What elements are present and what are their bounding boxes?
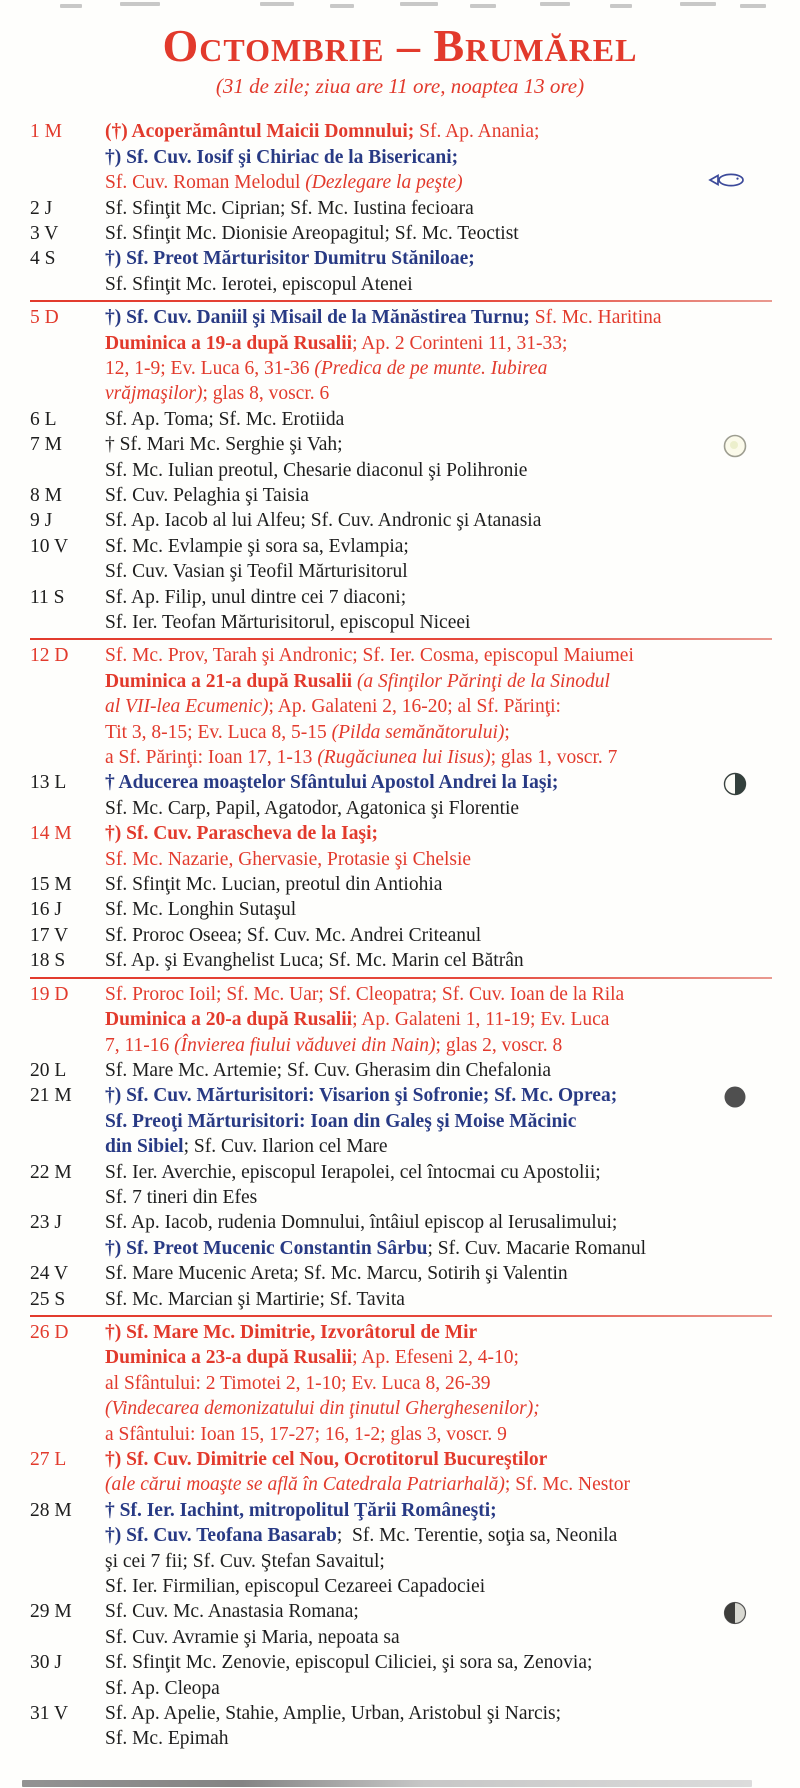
day-label: 19 D [30, 983, 69, 1005]
feast-line [105, 1676, 772, 1701]
feast-line [105, 1625, 772, 1650]
feast-line [105, 897, 772, 922]
calendar-day-row [0, 119, 800, 195]
day-label: 9 J [30, 510, 53, 532]
feast-line [105, 272, 772, 297]
feast-text: Sf. Sfinţit Mc. Ierotei, episcopul Atenei [105, 273, 413, 295]
feast-line [105, 770, 772, 795]
feast-line [105, 643, 772, 668]
day-label: 11 S [30, 586, 65, 608]
feast-line [105, 796, 772, 821]
feast-line [105, 1371, 772, 1396]
day-label: 26 D [30, 1321, 69, 1343]
feast-text: (a Sfinţilor Părinţi de la Sinodul [356, 670, 610, 692]
day-label: 6 L [30, 408, 57, 430]
feast-line [105, 1007, 772, 1032]
last-quarter-moon-icon [722, 771, 748, 797]
page-subtitle: (31 de zile; ziua are 11 ore, noaptea 13 ore) [215, 74, 585, 99]
feast-text: †) Sf. Preot Mucenic Constantin Sârbu [105, 1237, 428, 1259]
feast-text: Sf. Mc. Carp, Papil, Agatodor, Agatonica şi Florentie [105, 797, 520, 819]
feast-text: (ale cărui moaşte se află în Catedrala Patriarhală) [105, 1474, 505, 1496]
sunday-separator [30, 300, 772, 302]
calendar-day-row [0, 1160, 800, 1211]
day-label: 4 S [30, 248, 56, 270]
feast-line [105, 948, 772, 973]
feast-text: Sf. Mc. Epimah [105, 1728, 229, 1750]
day-label: 31 V [30, 1703, 69, 1725]
feast-line [105, 305, 772, 330]
feast-line [105, 246, 772, 271]
feast-line [105, 1058, 772, 1083]
feast-line [105, 745, 772, 770]
feast-line [105, 1109, 772, 1134]
feast-text: Sf. Ap. Toma; Sf. Mc. Erotiida [105, 408, 345, 430]
feast-text: (Dezlegare la peşte) [305, 172, 463, 194]
feast-text: din Sibiel [105, 1136, 184, 1158]
calendar-day-row [0, 432, 800, 483]
day-label: 28 M [30, 1499, 72, 1521]
feast-line [105, 1160, 772, 1185]
sunday-separator [30, 1315, 772, 1317]
feast-text: ; Sf. Mc. Nestor [504, 1474, 631, 1496]
feast-line [105, 1574, 772, 1599]
full-moon-icon [722, 433, 748, 459]
fish-icon [706, 171, 748, 189]
feast-text: vrăjmaşilor) [105, 383, 203, 405]
feast-text: Duminica a 23-a după Rusalii [105, 1347, 353, 1369]
feast-text: Sf. Mare Mucenic Areta; Sf. Mc. Marcu, Sotirih şi Valentin [105, 1263, 568, 1285]
day-label: 1 M [30, 121, 62, 143]
calendar-day-row [0, 407, 800, 432]
calendar-day-row [0, 1058, 800, 1083]
feast-line [105, 356, 772, 381]
feast-text: Sf. Cuv. Vasian şi Teofil Mărturisitorul [105, 561, 408, 583]
calendar-day-row [0, 1447, 800, 1498]
feast-text: Sf. Ap. Apelie, Stahie, Amplie, Urban, Aristobul şi Narcis; [105, 1703, 562, 1725]
feast-text: al Sfântului: 2 Timotei 2, 1-10; Ev. Luca 8, 26-39 [105, 1372, 491, 1394]
feast-line [105, 1134, 772, 1159]
feast-line [105, 1472, 772, 1497]
feast-text: †) Sf. Cuv. Mărturisitori: Visarion şi Sofronie; Sf. Mc. Oprea; [105, 1085, 618, 1107]
feast-text: Sf. Mc. Haritina [529, 307, 662, 329]
day-label: 12 D [30, 645, 69, 667]
feast-text: ; Ap. Galateni 1, 11-19; Ev. Luca [352, 1009, 610, 1031]
day-label: 5 D [30, 307, 59, 329]
day-label: 21 M [30, 1085, 72, 1107]
feast-text: Sf. Proroc Ioil; Sf. Mc. Uar; Sf. Cleopatra; Sf. Cuv. Ioan de la Rila [105, 983, 625, 1005]
calendar-day-row [0, 948, 800, 973]
feast-text: Sf. Mc. Iulian preotul, Chesarie diaconul şi Polihronie [105, 459, 528, 481]
feast-line [105, 483, 772, 508]
feast-line [105, 1422, 772, 1447]
feast-text: Sf. Cuv. Roman Melodul [105, 172, 306, 194]
day-label: 18 S [30, 950, 66, 972]
feast-line [105, 669, 772, 694]
feast-line [105, 847, 772, 872]
feast-text: † Sf. Mari Mc. Serghie şi Vah; [105, 434, 343, 456]
day-label: 15 M [30, 874, 72, 896]
feast-line [105, 458, 772, 483]
feast-text: Duminica a 19-a după Rusalii [105, 332, 353, 354]
feast-text: Sf. Mare Mc. Artemie; Sf. Cuv. Gherasim din Chefalonia [105, 1059, 552, 1081]
day-label: 20 L [30, 1059, 67, 1081]
feast-text: Sf. Sfinţit Mc. Lucian, preotul din Antiohia [105, 874, 443, 896]
calendar-day-row [0, 1498, 800, 1600]
calendar-day-row [0, 872, 800, 897]
calendar-day-row [0, 508, 800, 533]
calendar-day-row [0, 1287, 800, 1312]
day-label: 3 V [30, 222, 59, 244]
feast-text: Sf. Sfinţit Mc. Dionisie Areopagitul; Sf. Mc. Teoctist [105, 222, 519, 244]
calendar-day-row [0, 897, 800, 922]
feast-line [105, 1701, 772, 1726]
day-label: 24 V [30, 1263, 69, 1285]
feast-text: 12, 1-9; Ev. Luca 6, 31-36 [105, 357, 315, 379]
feast-line [105, 1498, 772, 1523]
feast-line [105, 1083, 772, 1108]
feast-text: Sf. Mc. Prov, Tarah şi Andronic; Sf. Ier. Cosma, episcopul Maiumei [105, 645, 634, 667]
feast-line [105, 196, 772, 221]
calendar-day-row [0, 246, 800, 297]
feast-text: † Aducerea moaştelor Sfântului Apostol Andrei la Iaşi; [105, 772, 559, 794]
feast-text: Duminica a 21-a după Rusalii [105, 670, 357, 692]
feast-line [105, 534, 772, 559]
feast-text: Sf. Mc. Longhin Sutaşul [105, 899, 297, 921]
feast-line [105, 1523, 772, 1548]
page-header [0, 0, 800, 99]
feast-text: ; glas 1, voscr. 7 [490, 747, 618, 769]
feast-text: ; Sf. Cuv. Macarie Romanul [427, 1237, 647, 1259]
feast-text: şi cei 7 fii; Sf. Cuv. Ştefan Savaitul; [105, 1550, 385, 1572]
calendar-day-row [0, 1261, 800, 1286]
calendar-day-row [0, 821, 800, 872]
feast-line [105, 1185, 772, 1210]
feast-line [105, 872, 772, 897]
feast-line [105, 982, 772, 1007]
calendar-day-row [0, 534, 800, 585]
day-label: 29 M [30, 1601, 72, 1623]
feast-text: Sf. Ier. Teofan Mărturisitorul, episcopul Niceei [105, 612, 471, 634]
feast-text: Sf. Sfinţit Mc. Zenovie, episcopul Ciliciei, şi sora sa, Zenovia; [105, 1652, 593, 1674]
feast-text: ; glas 8, voscr. 6 [202, 383, 330, 405]
day-label: 7 M [30, 434, 62, 456]
scan-artifact-top [0, 0, 800, 10]
day-label: 22 M [30, 1161, 72, 1183]
feast-line [105, 119, 772, 144]
feast-text: ; Ap. 2 Corinteni 11, 31-33; [352, 332, 568, 354]
feast-line [105, 508, 772, 533]
feast-text: Sf. Ier. Averchie, episcopul Ierapolei, cel întocmai cu Apostolii; [105, 1161, 601, 1183]
feast-line [105, 1726, 772, 1751]
feast-text: ; Sf. Cuv. Ilarion cel Mare [183, 1136, 388, 1158]
feast-line [105, 145, 772, 170]
feast-line [105, 170, 772, 195]
feast-text: al VII-lea Ecumenic) [105, 696, 269, 718]
feast-text: a Sfântului: Ioan 15, 17-27; 16, 1-2; glas 3, voscr. 9 [105, 1423, 507, 1445]
feast-line [105, 221, 772, 246]
feast-text: Sf. Ap. şi Evanghelist Luca; Sf. Mc. Marin cel Bătrân [105, 950, 524, 972]
feast-line [105, 694, 772, 719]
feast-text: Tit 3, 8-15; Ev. Luca 8, 5-15 [105, 721, 332, 743]
calendar-day-row [0, 483, 800, 508]
feast-text: Sf. 7 tineri din Efes [105, 1186, 258, 1208]
feast-line [105, 585, 772, 610]
calendar-day-row [0, 585, 800, 636]
feast-line [105, 1210, 772, 1235]
first-quarter-moon-icon [722, 1600, 748, 1626]
feast-text: Sf. Preoţi Mărturisitori: Ioan din Galeş şi Moise Măcinic [105, 1110, 577, 1132]
page-edge-artifact [22, 1780, 752, 1787]
feast-text: †) Sf. Cuv. Parascheva de la Iaşi; [105, 823, 378, 845]
day-label: 13 L [30, 772, 67, 794]
feast-text: Sf. Mc. Marcian şi Martirie; Sf. Tavita [105, 1288, 405, 1310]
day-label: 27 L [30, 1449, 67, 1471]
calendar [0, 119, 800, 1752]
day-label: 17 V [30, 924, 69, 946]
feast-line [105, 1261, 772, 1286]
feast-text: Sf. Proroc Oseea; Sf. Cuv. Mc. Andrei Criteanul [105, 924, 482, 946]
feast-line [105, 1396, 772, 1421]
day-label: 14 M [30, 823, 72, 845]
feast-line [105, 432, 772, 457]
calendar-day-row [0, 1650, 800, 1701]
feast-text: †) Sf. Preot Mărturisitor Dumitru Stăniloae; [105, 248, 475, 270]
feast-text: (Predica de pe munte. Iubirea [314, 357, 548, 379]
calendar-day-row [0, 643, 800, 770]
calendar-day-row [0, 305, 800, 407]
feast-text: ; Sf. Mc. Terentie, soţia sa, Neonila [336, 1525, 618, 1547]
feast-line [105, 1447, 772, 1472]
feast-line [105, 1033, 772, 1058]
feast-text: Sf. Cuv. Mc. Anastasia Romana; [105, 1601, 359, 1623]
sunday-separator [30, 638, 772, 640]
feast-text: ; Ap. Efeseni 2, 4-10; [352, 1347, 519, 1369]
feast-text: †) Sf. Cuv. Iosif şi Chiriac de la Bisericani; [105, 146, 459, 168]
day-label: 8 M [30, 484, 62, 506]
calendar-day-row [0, 196, 800, 221]
feast-line [105, 331, 772, 356]
feast-text: ; [504, 721, 510, 743]
feast-text: ; glas 2, voscr. 8 [435, 1034, 563, 1056]
feast-text: †) Sf. Cuv. Daniil şi Misail de la Mănăstirea Turnu; [105, 307, 530, 329]
feast-line [105, 407, 772, 432]
feast-line [105, 1345, 772, 1370]
calendar-day-row [0, 221, 800, 246]
feast-text: Sf. Ap. Anania; [414, 121, 540, 143]
page-title: Octombrie – Brumărel [162, 20, 638, 71]
feast-text: Sf. Cuv. Avramie şi Maria, nepoata sa [105, 1626, 400, 1648]
day-label: 10 V [30, 535, 69, 557]
feast-line [105, 559, 772, 584]
sunday-separator [30, 977, 772, 979]
calendar-day-row [0, 923, 800, 948]
day-label: 2 J [30, 197, 53, 219]
calendar-day-row [0, 1083, 800, 1159]
feast-line [105, 923, 772, 948]
feast-text: (Vindecarea demonizatului din ţinutul Gherghesenilor); [105, 1398, 540, 1420]
calendar-day-row [0, 1210, 800, 1261]
feast-line [105, 1650, 772, 1675]
feast-text: †) Sf. Cuv. Teofana Basarab [105, 1525, 337, 1547]
feast-line [105, 1320, 772, 1345]
feast-line [105, 381, 772, 406]
feast-text: Sf. Mc. Evlampie şi sora sa, Evlampia; [105, 535, 409, 557]
feast-text: ; Ap. Galateni 2, 16-20; al Sf. Părinţi: [268, 696, 561, 718]
day-label: 23 J [30, 1212, 62, 1234]
calendar-day-row [0, 1599, 800, 1650]
feast-text: Sf. Ier. Firmilian, episcopul Cezareei Capadociei [105, 1576, 486, 1598]
calendar-day-row [0, 770, 800, 821]
feast-text: Sf. Ap. Filip, unul dintre cei 7 diaconi; [105, 586, 407, 608]
feast-line [105, 1549, 772, 1574]
feast-text: (Învierea fiului văduvei din Nain) [174, 1034, 436, 1056]
calendar-day-row [0, 1701, 800, 1752]
feast-text: Sf. Mc. Nazarie, Ghervasie, Protasie şi Chelsie [105, 848, 472, 870]
feast-text: †) Sf. Mare Mc. Dimitrie, Izvorâtorul de Mir [105, 1321, 478, 1343]
day-label: 16 J [30, 899, 62, 921]
feast-text: 7, 11-16 [105, 1034, 175, 1056]
feast-line [105, 720, 772, 745]
feast-text: †) Sf. Cuv. Dimitrie cel Nou, Ocrotitorul Bucureştilor [105, 1449, 548, 1471]
feast-line [105, 821, 772, 846]
feast-line [105, 1599, 772, 1624]
calendar-day-row [0, 1320, 800, 1447]
feast-text: Sf. Ap. Cleopa [105, 1677, 220, 1699]
feast-text: Sf. Ap. Iacob al lui Alfeu; Sf. Cuv. Andronic şi Atanasia [105, 510, 542, 532]
feast-text: (Rugăciunea lui Iisus) [317, 747, 491, 769]
feast-line [105, 1236, 772, 1261]
feast-text: a Sf. Părinţi: Ioan 17, 1-13 [105, 747, 318, 769]
feast-line [105, 610, 772, 635]
new-moon-icon [722, 1084, 748, 1110]
feast-text: Sf. Sfinţit Mc. Ciprian; Sf. Mc. Iustina fecioara [105, 197, 474, 219]
day-label: 25 S [30, 1288, 66, 1310]
feast-text: Duminica a 20-a după Rusalii [105, 1009, 353, 1031]
feast-text: (†) Acoperământul Maicii Domnului; [105, 121, 415, 143]
feast-text: † Sf. Ier. Iachint, mitropolitul Ţării Româneşti; [105, 1499, 497, 1521]
feast-text: Sf. Cuv. Pelaghia şi Taisia [105, 484, 309, 506]
feast-text: Sf. Ap. Iacob, rudenia Domnului, întâiul episcop al Ierusalimului; [105, 1212, 618, 1234]
feast-text: (Pilda semănătorului) [331, 721, 505, 743]
feast-line [105, 1287, 772, 1312]
day-label: 30 J [30, 1652, 62, 1674]
calendar-day-row [0, 982, 800, 1058]
